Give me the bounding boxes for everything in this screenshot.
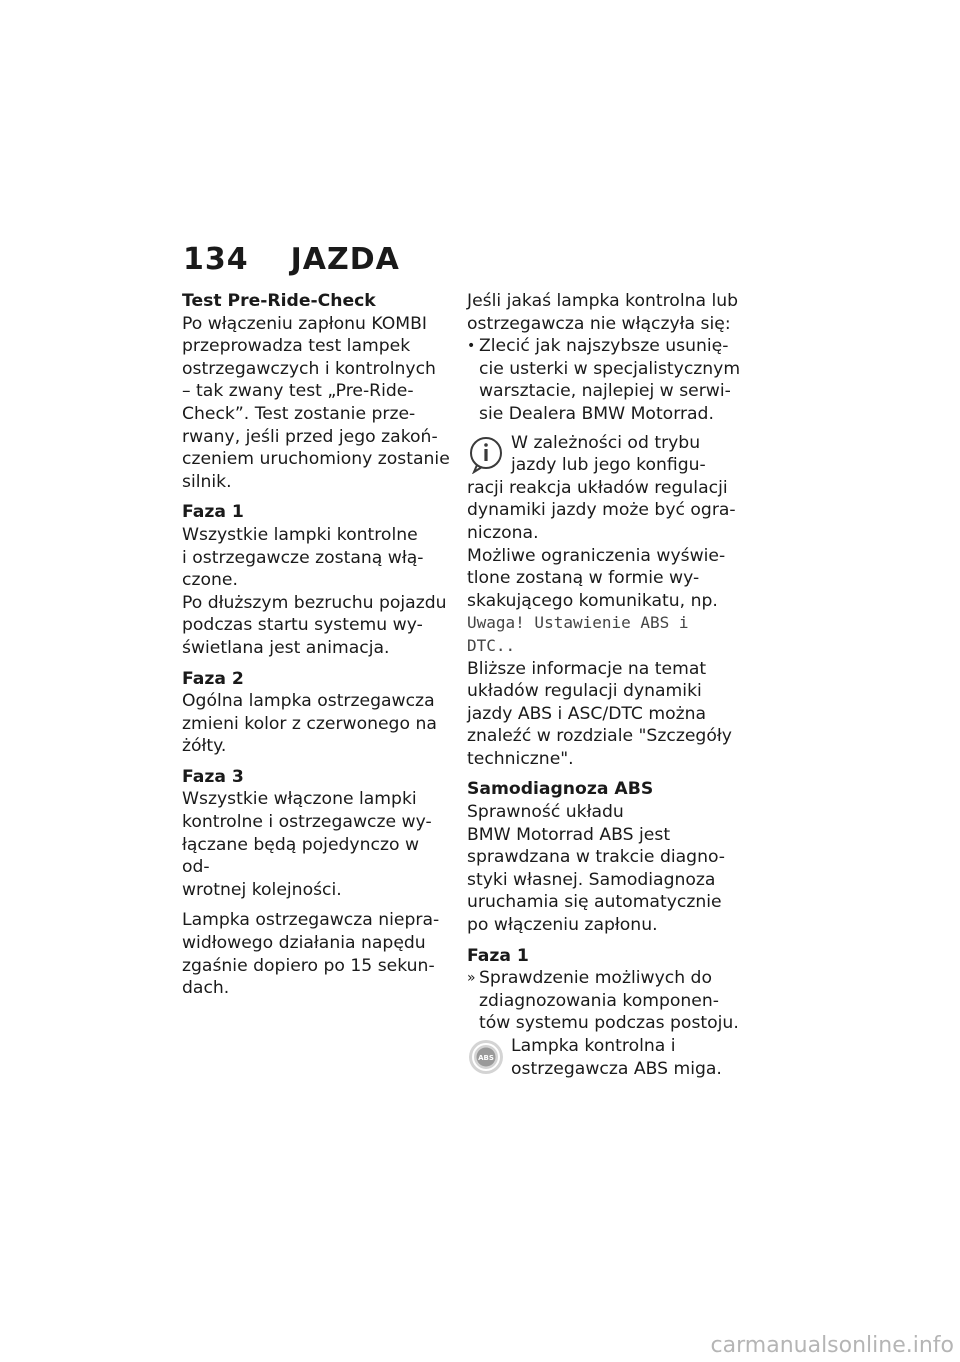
text-line: dach. (182, 978, 230, 999)
text-line: ostrzegawcza ABS miga. (511, 1058, 722, 1079)
text-line: Bliższe informacje na temat (467, 658, 707, 679)
text-line: tów systemu podczas postoju. (479, 1013, 739, 1034)
text-line: zgaśnie dopiero po 15 sekun- (182, 955, 435, 976)
text-line: ostrzegawcza nie włączyła się: (467, 313, 731, 334)
text-line: styki własnej. Samodiagnoza (467, 869, 716, 890)
text-line: niczona. (467, 522, 539, 543)
chapter-title: JAZDA (290, 242, 400, 277)
step-item (467, 967, 742, 1035)
text-line: Lampka kontrolna i (511, 1036, 676, 1056)
info-icon (467, 434, 505, 474)
text-line: Po dłuższym bezruchu pojazdu (182, 592, 447, 613)
text-line: czone. (182, 570, 238, 591)
right-column (467, 290, 742, 1080)
text-line: po włączeniu zapłonu. (467, 915, 658, 936)
phase-heading: Faza 3 (182, 766, 244, 787)
phase-heading: Faza 1 (182, 502, 244, 523)
page-header (183, 242, 400, 277)
text-line: Check”. Test zostanie prze- (182, 403, 416, 424)
text-line: żółty. (182, 736, 227, 757)
abs-lamp-note (467, 1035, 742, 1080)
text-line: rwany, jeśli przed jego zakoń- (182, 426, 438, 447)
text-line: sie Dealera BMW Motorrad. (479, 403, 714, 424)
text-line: łączane będą pojedynczo w od- (182, 834, 419, 878)
text-line: ostrzegawczych i kontrolnych (182, 358, 436, 379)
phase-heading: Faza 2 (182, 668, 244, 689)
abs-icon-label: ABS (478, 1054, 494, 1062)
text-line: Wszystkie lampki kontrolne (182, 524, 418, 545)
text-line: dynamiki jazdy może być ogra- (467, 500, 736, 521)
text-line: Jeśli jakaś lampka kontrolna lub (467, 291, 739, 311)
bullet-mark: • (467, 338, 476, 355)
text-line: podczas startu systemu wy- (182, 615, 423, 636)
text-line: jazdy ABS i ASC/DTC można (467, 703, 707, 724)
text-line: wrotnej kolejności. (182, 879, 342, 900)
text-line: warsztacie, najlepiej w serwi- (479, 381, 731, 402)
text-line: czeniem uruchomiony zostanie (182, 449, 450, 470)
section-heading: Samodiagnoza ABS (467, 779, 654, 800)
text-line: Po włączeniu zapłonu KOMBI (182, 313, 427, 334)
text-line: Możliwe ograniczenia wyświe- (467, 545, 726, 566)
info-note (467, 432, 742, 545)
text-line: techniczne". (467, 748, 574, 769)
text-line: przeprowadza test lampek (182, 336, 411, 357)
abs-warning-lamp-icon (467, 1037, 505, 1077)
text-line: W zależności od trybu (511, 432, 701, 453)
left-column (182, 290, 452, 1000)
section-heading: Test Pre-Ride-Check (182, 291, 376, 311)
text-line: cie usterki w specjalistycznym (479, 358, 741, 379)
step-mark: » (467, 970, 476, 987)
text-line: Zlecić jak najszybsze usunię- (479, 336, 729, 357)
text-line: świetlana jest animacja. (182, 637, 390, 658)
text-line: Sprawdzenie możliwych do (479, 968, 712, 989)
bullet-item (467, 335, 742, 425)
phase-heading: Faza 1 (467, 945, 529, 966)
text-line: Lampka ostrzegawcza niepra- (182, 910, 440, 931)
text-line: tlone zostaną w formie wy- (467, 568, 700, 589)
text-line: – tak zwany test „Pre-Ride- (182, 381, 414, 402)
display-message: Uwaga! Ustawienie ABS i (467, 613, 689, 633)
text-line: kontrolne i ostrzegawcze wy- (182, 812, 432, 833)
text-line: racji reakcja układów regulacji (467, 477, 728, 498)
text-line: zdiagnozowania komponen- (479, 990, 719, 1011)
text-line: sprawdzana w trakcie diagno- (467, 847, 726, 868)
watermark: carmanualsonline.info (710, 1333, 954, 1358)
text-line: jazdy lub jego konfigu- (511, 455, 706, 476)
text-line: zmieni kolor z czerwonego na (182, 713, 437, 734)
text-line: układów regulacji dynamiki (467, 681, 702, 702)
text-line: znaleźć w rozdziale "Szczegóły (467, 726, 732, 747)
text-line: silnik. (182, 471, 232, 492)
text-line: widłowego działania napędu (182, 933, 426, 954)
text-line: Wszystkie włączone lampki (182, 789, 417, 810)
text-line: uruchamia się automatycznie (467, 892, 722, 913)
page-number: 134 (183, 242, 249, 277)
display-message: DTC.. (467, 635, 516, 655)
text-line: i ostrzegawcze zostaną włą- (182, 547, 424, 568)
text-line: BMW Motorrad ABS jest (467, 824, 671, 845)
text-line: Ogólna lampka ostrzegawcza (182, 691, 435, 712)
text-line: Sprawność układu (467, 802, 624, 823)
text-line: skakującego komunikatu, np. (467, 590, 718, 611)
